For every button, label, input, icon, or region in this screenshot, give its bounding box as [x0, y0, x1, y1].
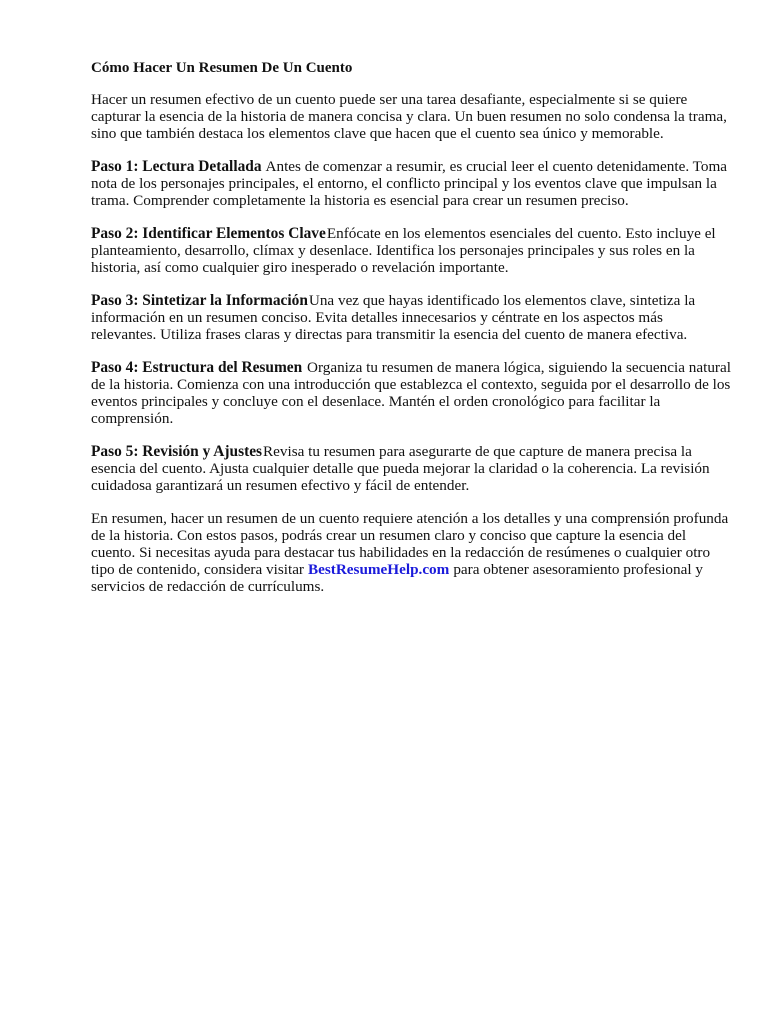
step-5-heading: Paso 5: Revisión y Ajustes	[91, 443, 263, 460]
step-3-text: Una vez que hayas identificado los elementos clave, sintetiza la información en un resumen conciso. Evita detalles innecesarios y céntrate en los aspectos más relevantes. Utiliza frases claras y directas para transmitir la esencia del cuento de manera efectiva.	[91, 292, 696, 343]
conclusion-text-before-link: En resumen, hacer un resumen de un cuento requiere atención a los detalles y una comprensión profunda de la historia. Con estos pasos, podrás crear un resumen claro y conciso que capture la esencia del cuento. Si necesitas ayuda para destacar tus habilidades en la redacción de resúmenes o cualquier otro tipo de contenido, considera visitar	[91, 510, 729, 578]
step-4-paragraph	[91, 359, 731, 427]
step-4-heading: Paso 4: Estructura del Resumen	[91, 359, 303, 376]
step-5-text: Revisa tu resumen para asegurarte de que capture de manera precisa la esencia del cuento. Ajusta cualquier detalle que pueda mejorar la claridad o la coherencia. La revisión cuidadosa garantizará un resumen efectivo y fácil de entender.	[91, 443, 710, 494]
step-1-heading: Paso 1: Lectura Detallada	[91, 158, 262, 175]
step-1-paragraph	[91, 158, 731, 209]
conclusion-paragraph	[91, 510, 731, 595]
best-resume-help-link[interactable]: BestResumeHelp.com	[308, 561, 450, 578]
step-2-heading: Paso 2: Identificar Elementos Clave	[91, 225, 326, 242]
conclusion-text-after-link: para obtener asesoramiento profesional y servicios de redacción de currículums.	[91, 561, 703, 595]
step-5-paragraph	[91, 443, 731, 494]
step-3-paragraph	[91, 292, 731, 343]
document-title: Cómo Hacer Un Resumen De Un Cuento	[91, 60, 353, 76]
step-1-text: Antes de comenzar a resumir, es crucial leer el cuento detenidamente. Toma nota de los personajes principales, el entorno, el conflicto principal y los eventos clave que impulsan la trama. Comprender completamente la historia es esencial para crear un resumen preciso.	[91, 158, 728, 209]
step-2-text: Enfócate en los elementos esenciales del cuento. Esto incluye el planteamiento, desarrollo, clímax y desenlace. Identifica los personajes principales y sus roles en la historia, así como cualquier giro inesperado o revelación importante.	[91, 225, 716, 276]
step-3-heading: Paso 3: Sintetizar la Información	[91, 292, 308, 309]
step-2-paragraph	[91, 225, 731, 276]
step-4-text: Organiza tu resumen de manera lógica, siguiendo la secuencia natural de la historia. Comienza con una introducción que establezca el contexto, seguida por el desarrollo de los eventos principales y concluye con el desenlace. Mantén el orden cronológico para facilitar la comprensión.	[91, 359, 731, 427]
document-page	[91, 60, 731, 611]
intro-paragraph: Hacer un resumen efectivo de un cuento puede ser una tarea desafiante, especialmente si se quiere capturar la esencia de la historia de manera concisa y clara. Un buen resumen no solo condensa la trama, sino que también destaca los elementos clave que hacen que el cuento sea único y memorable.	[91, 91, 727, 142]
